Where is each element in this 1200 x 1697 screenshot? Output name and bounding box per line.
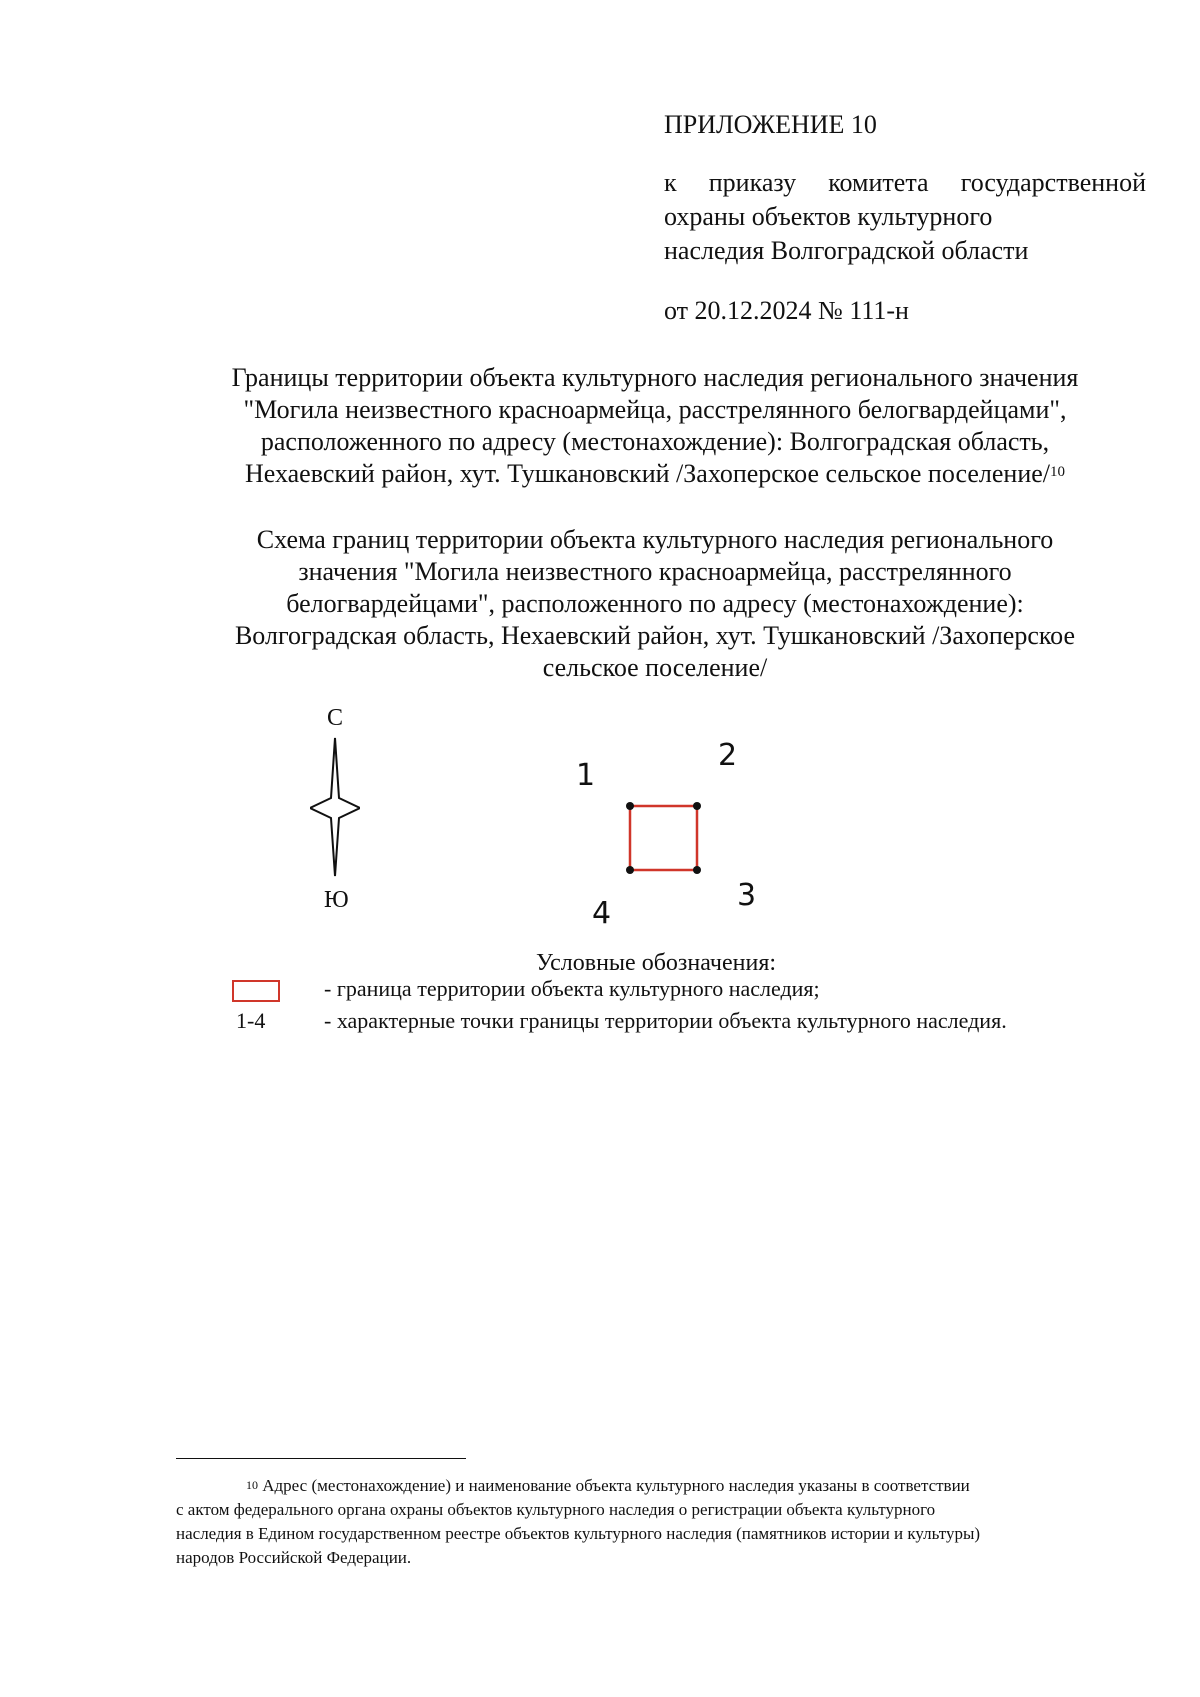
footnote-line-text: Адрес (местонахождение) и наименование объекта культурного наследия указаны в соответствии xyxy=(262,1476,970,1495)
legend-boundary-swatch xyxy=(232,980,280,1002)
appendix-title: ПРИЛОЖЕНИЕ 10 xyxy=(664,110,877,139)
footnote-line: народов Российской Федерации. xyxy=(176,1548,412,1567)
footnote-line: наследия в Едином государственном реестре объектов культурного наследия (памятников истории и культуры) xyxy=(176,1524,981,1543)
footnote-mark: 10 xyxy=(246,1478,258,1492)
point-label-2: 2 xyxy=(718,738,738,773)
heading-line: "Могила неизвестного красноармейца, расстрелянного белогвардейцами", xyxy=(243,395,1067,424)
footnote-line: с актом федерального органа охраны объектов культурного наследия о регистрации объекта культурного xyxy=(176,1500,936,1519)
boundary-point-4 xyxy=(626,866,634,874)
appendix-date: от 20.12.2024 № 111-н xyxy=(664,296,909,325)
compass-rose-icon xyxy=(310,736,360,878)
boundaries-heading xyxy=(180,362,1130,490)
boundary-polygon xyxy=(630,806,697,870)
boundary-point-1 xyxy=(626,802,634,810)
appendix-order-reference xyxy=(664,166,1146,268)
footnote xyxy=(176,1474,1141,1570)
compass-north-label: С xyxy=(327,705,344,731)
heading-line: белогвардейцами", расположенного по адресу (местонахождение): xyxy=(286,589,1024,618)
legend-points-text: - характерные точки границы территории объекта культурного наследия. xyxy=(324,1008,1007,1033)
heading-line: Волгоградская область, Нехаевский район, хут. Тушкановский /Захоперское xyxy=(234,621,1076,650)
heading-line: Границы территории объекта культурного наследия регионального значения xyxy=(231,363,1079,392)
appendix-ref-line: наследия Волгоградской области xyxy=(664,236,1029,265)
boundary-point-2 xyxy=(693,802,701,810)
footnote-marker: 10 xyxy=(1050,464,1065,480)
point-label-3: 3 xyxy=(737,878,757,913)
scheme-heading xyxy=(180,524,1130,684)
boundary-point-3 xyxy=(693,866,701,874)
legend-title: Условные обозначения: xyxy=(536,950,777,976)
heading-line: расположенного по адресу (местонахождение): Волгоградская область, xyxy=(260,427,1050,456)
heading-line-text: Нехаевский район, хут. Тушкановский /Захоперское сельское поселение/ xyxy=(244,459,1050,488)
legend-boundary-text: - граница территории объекта культурного наследия; xyxy=(324,976,820,1001)
point-label-1: 1 xyxy=(576,758,596,793)
heading-line: значения "Могила неизвестного красноармейца, расстрелянного xyxy=(298,557,1012,586)
heading-line: сельское поселение/ xyxy=(542,653,768,682)
point-label-4: 4 xyxy=(592,896,612,931)
compass-south-label: Ю xyxy=(324,887,349,913)
appendix-ref-line: к приказу комитета государственной xyxy=(664,168,1146,197)
heading-line xyxy=(180,458,1130,490)
legend-points-range: 1-4 xyxy=(236,1008,266,1033)
appendix-ref-line: охраны объектов культурного xyxy=(664,202,993,231)
heading-line: Схема границ территории объекта культурного наследия регионального xyxy=(256,525,1054,554)
boundary-scheme xyxy=(620,795,710,875)
footnote-line xyxy=(176,1474,1141,1498)
footnote-divider xyxy=(176,1458,466,1459)
